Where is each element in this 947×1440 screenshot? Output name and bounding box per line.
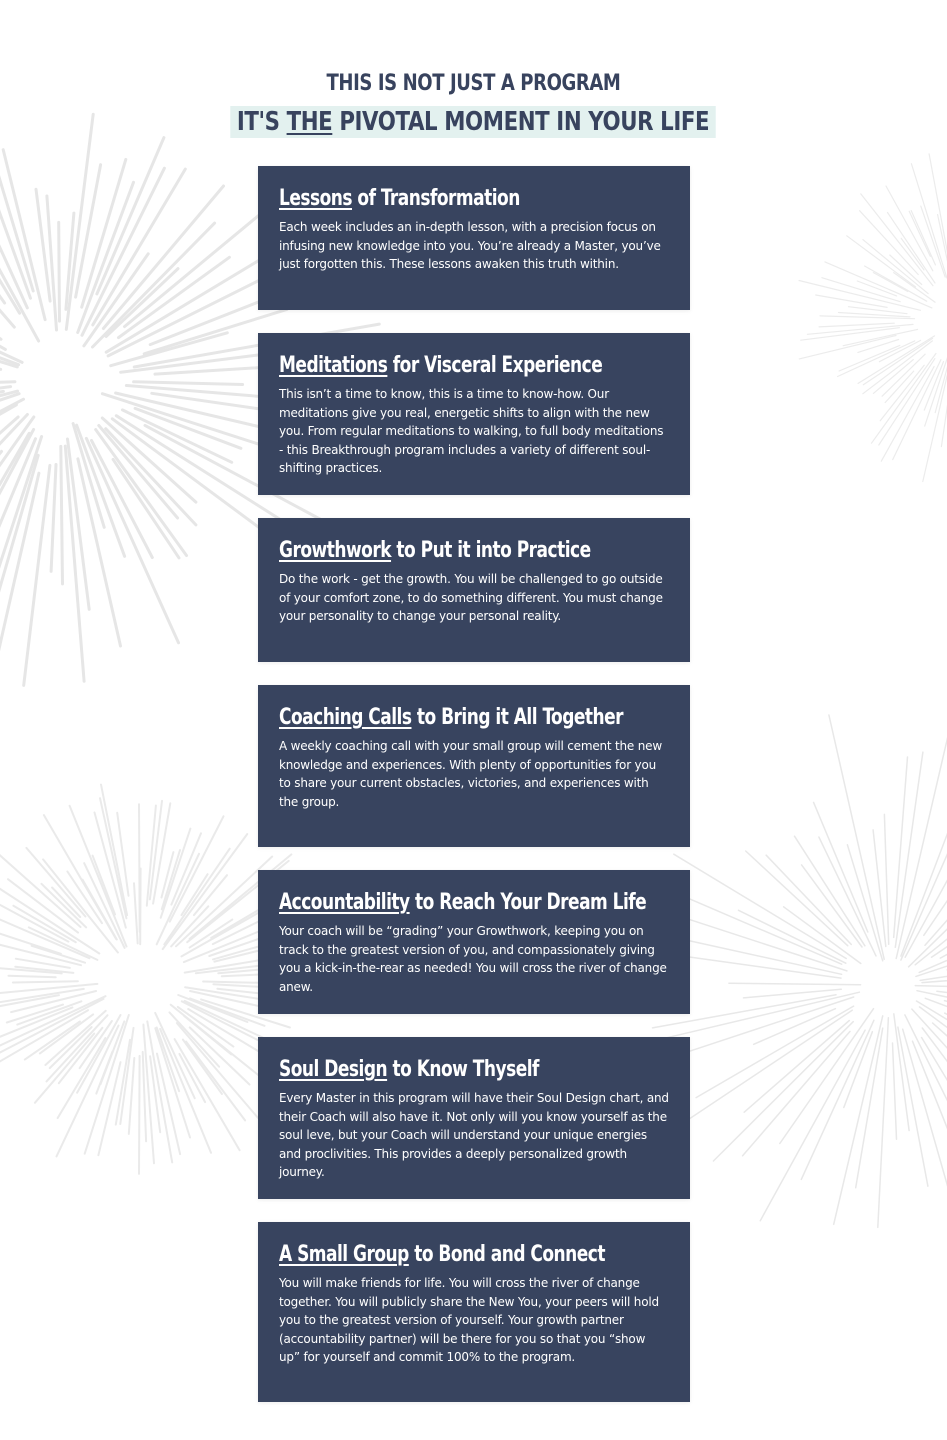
card-title-rest: to Reach Your Dream Life — [409, 890, 647, 915]
card-title — [279, 184, 614, 214]
feature-card-lessons — [258, 166, 690, 310]
feature-card-coaching-calls — [258, 685, 690, 847]
title-prefix: IT'S — [237, 107, 288, 137]
page-title-wrapper — [0, 106, 947, 138]
card-title — [279, 1240, 614, 1270]
card-title-rest: to Bring it All Together — [411, 705, 624, 730]
title-suffix: PIVOTAL MOMENT IN YOUR LIFE — [332, 107, 710, 137]
title-emphasis: THE — [287, 107, 333, 137]
page-title — [231, 106, 716, 138]
card-title — [279, 888, 647, 918]
card-title — [279, 1055, 614, 1085]
card-title-keyword: A Small Group — [279, 1242, 409, 1267]
card-title-keyword: Lessons — [279, 186, 353, 211]
card-description: This isn’t a time to know, this is a time to know-how. Our meditations give you real, energetic shifts to align with the new you. From regular meditations to walking, to full body meditations - this Breakthrough program includes a variety of different soul-shifting practices. — [279, 387, 664, 475]
feature-card-small-group — [258, 1222, 690, 1402]
card-description: You will make friends for life. You will cross the river of change together. You will publicly share the New You, your peers will hold you to the greatest version of yourself. Your growth partner (accountability partner) will be there for you so that you “show up” for yourself and commit 100% to the program. — [279, 1276, 659, 1364]
card-title-keyword: Coaching Calls — [279, 705, 412, 730]
feature-card-growthwork — [258, 518, 690, 662]
card-title-keyword: Accountability — [279, 890, 410, 915]
card-title-keyword: Meditations — [279, 353, 388, 378]
card-title-keyword: Growthwork — [279, 538, 392, 563]
starburst — [799, 154, 947, 482]
card-title-keyword: Soul Design — [279, 1057, 388, 1082]
card-title-rest: to Put it into Practice — [391, 538, 591, 563]
card-description: Do the work - get the growth. You will be challenged to go outside of your comfort zone, to do something different. You must change your personality to change your personal reality. — [279, 572, 663, 623]
card-description: Your coach will be “grading” your Growthwork, keeping you on track to the greatest version of you, and compassionately giving you a kick-in-the-rear as needed! You will cross the river of change anew. — [279, 924, 667, 994]
feature-card-meditations — [258, 333, 690, 495]
card-title — [279, 536, 614, 566]
card-description: A weekly coaching call with your small group will cement the new knowledge and experiences. With plenty of opportunities for you to share your current obstacles, victories, and experiences with the group. — [279, 739, 662, 809]
card-description: Every Master in this program will have their Soul Design chart, and their Coach will also have it. Not only will you know yourself as the soul leve, but your Coach will understand your unique energies and proclivities. This provides a deeply personalized growth journey. — [279, 1091, 669, 1179]
card-description: Each week includes an in-depth lesson, with a precision focus on infusing new knowledge into you. You’re already a Master, you’ve just forgotten this. These lessons awaken this truth within. — [279, 220, 661, 271]
card-title-rest: for Visceral Experience — [387, 353, 603, 378]
page-kicker: THIS IS NOT JUST A PROGRAM — [326, 71, 621, 96]
card-title — [279, 351, 614, 381]
feature-card-soul-design — [258, 1037, 690, 1199]
card-title — [279, 703, 624, 733]
card-title-rest: to Bond and Connect — [408, 1242, 605, 1267]
card-title-rest: of Transformation — [352, 186, 520, 211]
card-title-rest: to Know Thyself — [387, 1057, 539, 1082]
feature-card-accountability — [258, 870, 690, 1014]
